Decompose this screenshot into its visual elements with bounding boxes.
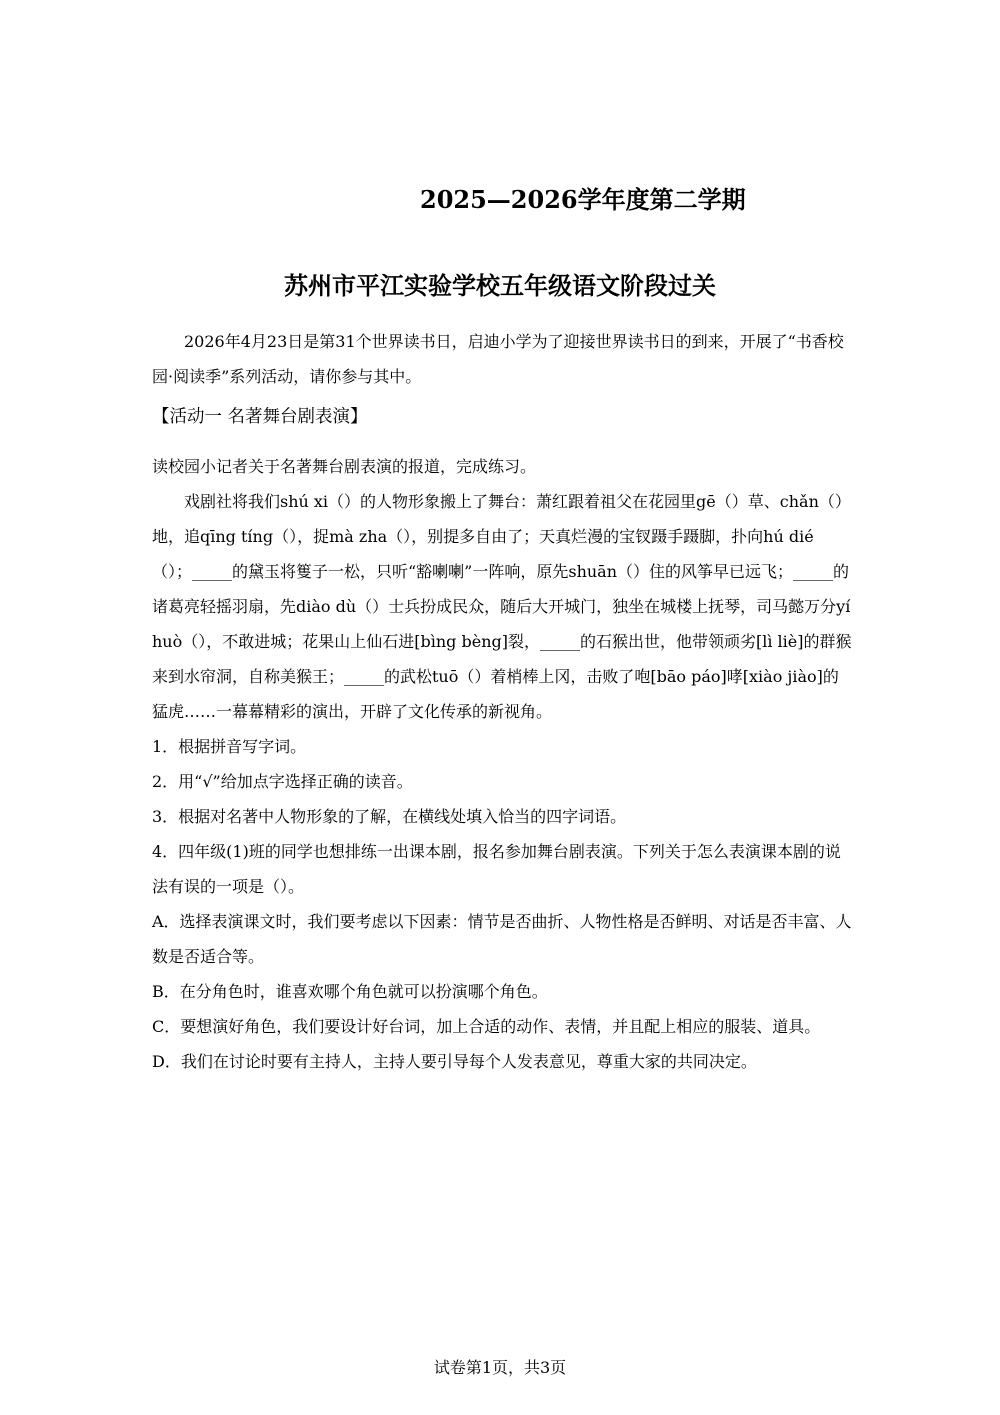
activity-instruction: 读校园小记者关于名著舞台剧表演的报道，完成练习。 [152,457,537,476]
intro-paragraph: 2026年4月23日是第31个世界读书日，启迪小学为了迎接世界读书日的到来，开展了“书香校园·阅读季”系列活动，请你参与其中。 [152,332,844,386]
term-title: 2025—2026学年度第二学期 [420,185,746,214]
question-1: 1．根据拼音写字词。 [152,737,307,756]
question-3: 3．根据对名著中人物形象的了解，在横线处填入恰当的四字词语。 [152,807,627,826]
question-4: 4．四年级(1)班的同学也想排练一出课本剧，报名参加舞台剧表演。下列关于怎么表演课本剧的说法有误的一项是（）。 [152,842,841,896]
option-d: D．我们在讨论时要有主持人，主持人要引导每个人发表意见，尊重大家的共同决定。 [152,1052,757,1071]
reading-passage: 戏剧社将我们shú xi（）的人物形象搬上了舞台：萧红跟着祖父在花园里gē（）草、chǎn（）地，追qīng tíng（），捉mà zha（），别提多自由了；天真烂漫的宝钗蹑手蹑脚，扑向hú dié（）；_____的黛玉将篗子一松，只听“豁喇喇”一阵响，原先shuān（）住的风筝早已远飞；_____的诸葛亮轻摇羽扇，先diào dù（）士兵扮成民众，随后大开城门，独坐在城楼上抚琴，司马懿万分yí huò（），不敢进城；花果山上仙石进[bìng bèng]裂，_____的石猴出世，他带领顽劣[lì liè]的群猴来到水帘洞，自称美猴王；_____的武松tuō（）着梢棒上冈，击败了咆[bāo páo]哮[xiào jiào]的猛虎……一幕幕精彩的演出，开辟了文化传承的新视角。 [152,492,852,721]
page-footer: 试卷第1页，共3页 [433,1358,567,1377]
question-2: 2．用“√”给加点字选择正确的读音。 [152,772,413,791]
exam-content [152,324,852,1079]
option-a: A．选择表演课文时，我们要考虑以下因素：情节是否曲折、人物性格是否鲜明、对话是否丰富、人数是否适合等。 [152,912,852,966]
activity-heading: 【活动一 名著舞台剧表演】 [152,407,368,427]
exam-title: 苏州市平江实验学校五年级语文阶段过关 [284,271,716,300]
option-c: C．要想演好角色，我们要设计好台词，加上合适的动作、表情，并且配上相应的服装、道具。 [152,1017,821,1036]
option-b: B．在分角色时，谁喜欢哪个角色就可以扮演哪个角色。 [152,982,548,1001]
